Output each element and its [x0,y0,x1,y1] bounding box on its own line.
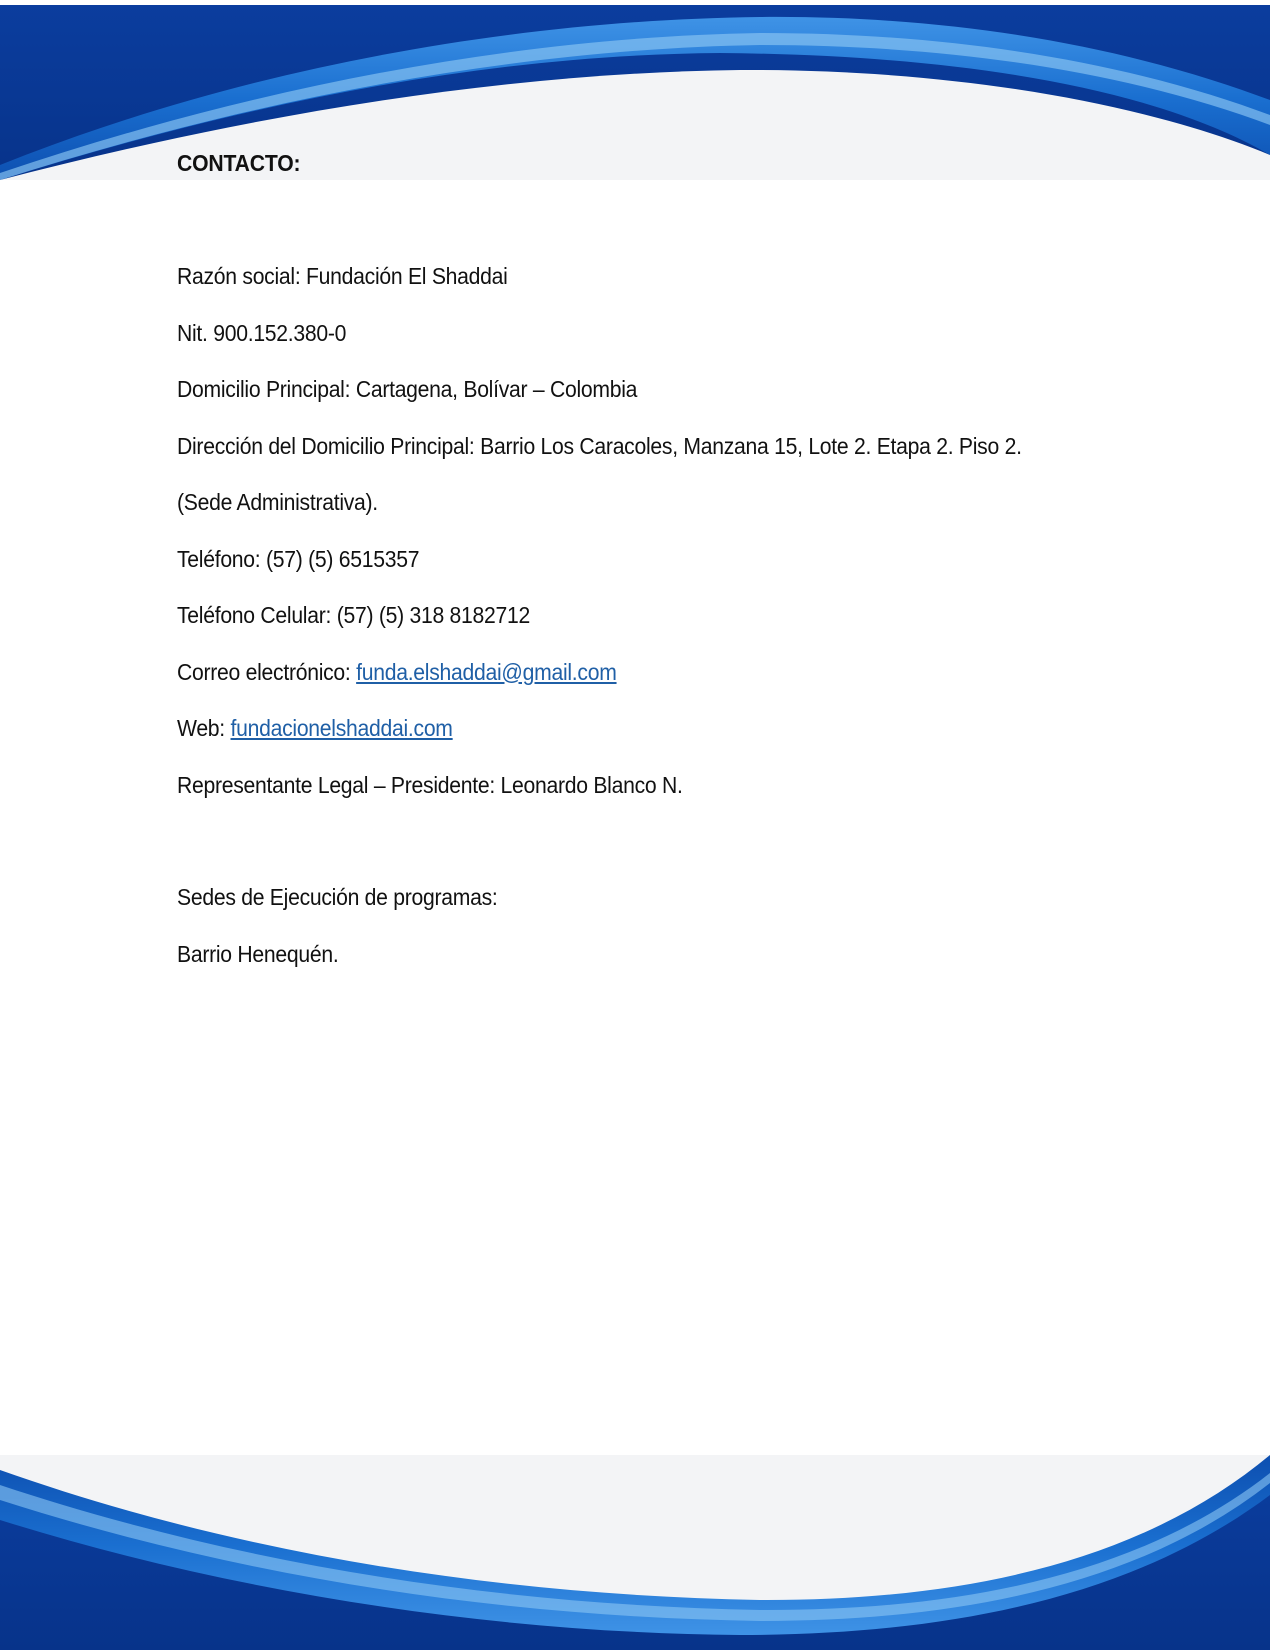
sede-administrativa-line: (Sede Administrativa). [177,489,378,515]
web-line [177,714,1097,742]
website-link[interactable]: fundacionelshaddai.com [230,715,453,741]
celular-line: Teléfono Celular: (57) (5) 318 8182712 [177,602,531,628]
email-link[interactable]: funda.elshaddai@gmail.com [356,658,617,685]
nit-line: Nit. 900.152.380-0 [177,319,347,346]
correo-line [177,658,1097,686]
sedes-barrio-line: Barrio Henequén. [177,940,339,967]
telefono-line: Teléfono: (57) (5) 6515357 [177,545,420,572]
representante-line: Representante Legal – Presidente: Leonardo Blanco N. [177,771,683,798]
web-label: Web: [177,715,231,741]
domicilio-line: Domicilio Principal: Cartagena, Bolívar – Colombia [177,376,638,402]
correo-label: Correo electrónico: [177,658,357,685]
sedes-title-line: Sedes de Ejecución de programas: [177,884,498,910]
razon-social-line: Razón social: Fundación El Shaddai [177,263,508,289]
spacer [177,827,1177,883]
direccion-line: Dirección del Domicilio Principal: Barrio Los Caracoles, Manzana 15, Lote 2. Etapa 2. Piso 2. [177,432,1022,459]
footer-wave-banner [0,1455,1270,1650]
section-heading: CONTACTO: [177,150,301,176]
contact-block [177,262,1177,996]
